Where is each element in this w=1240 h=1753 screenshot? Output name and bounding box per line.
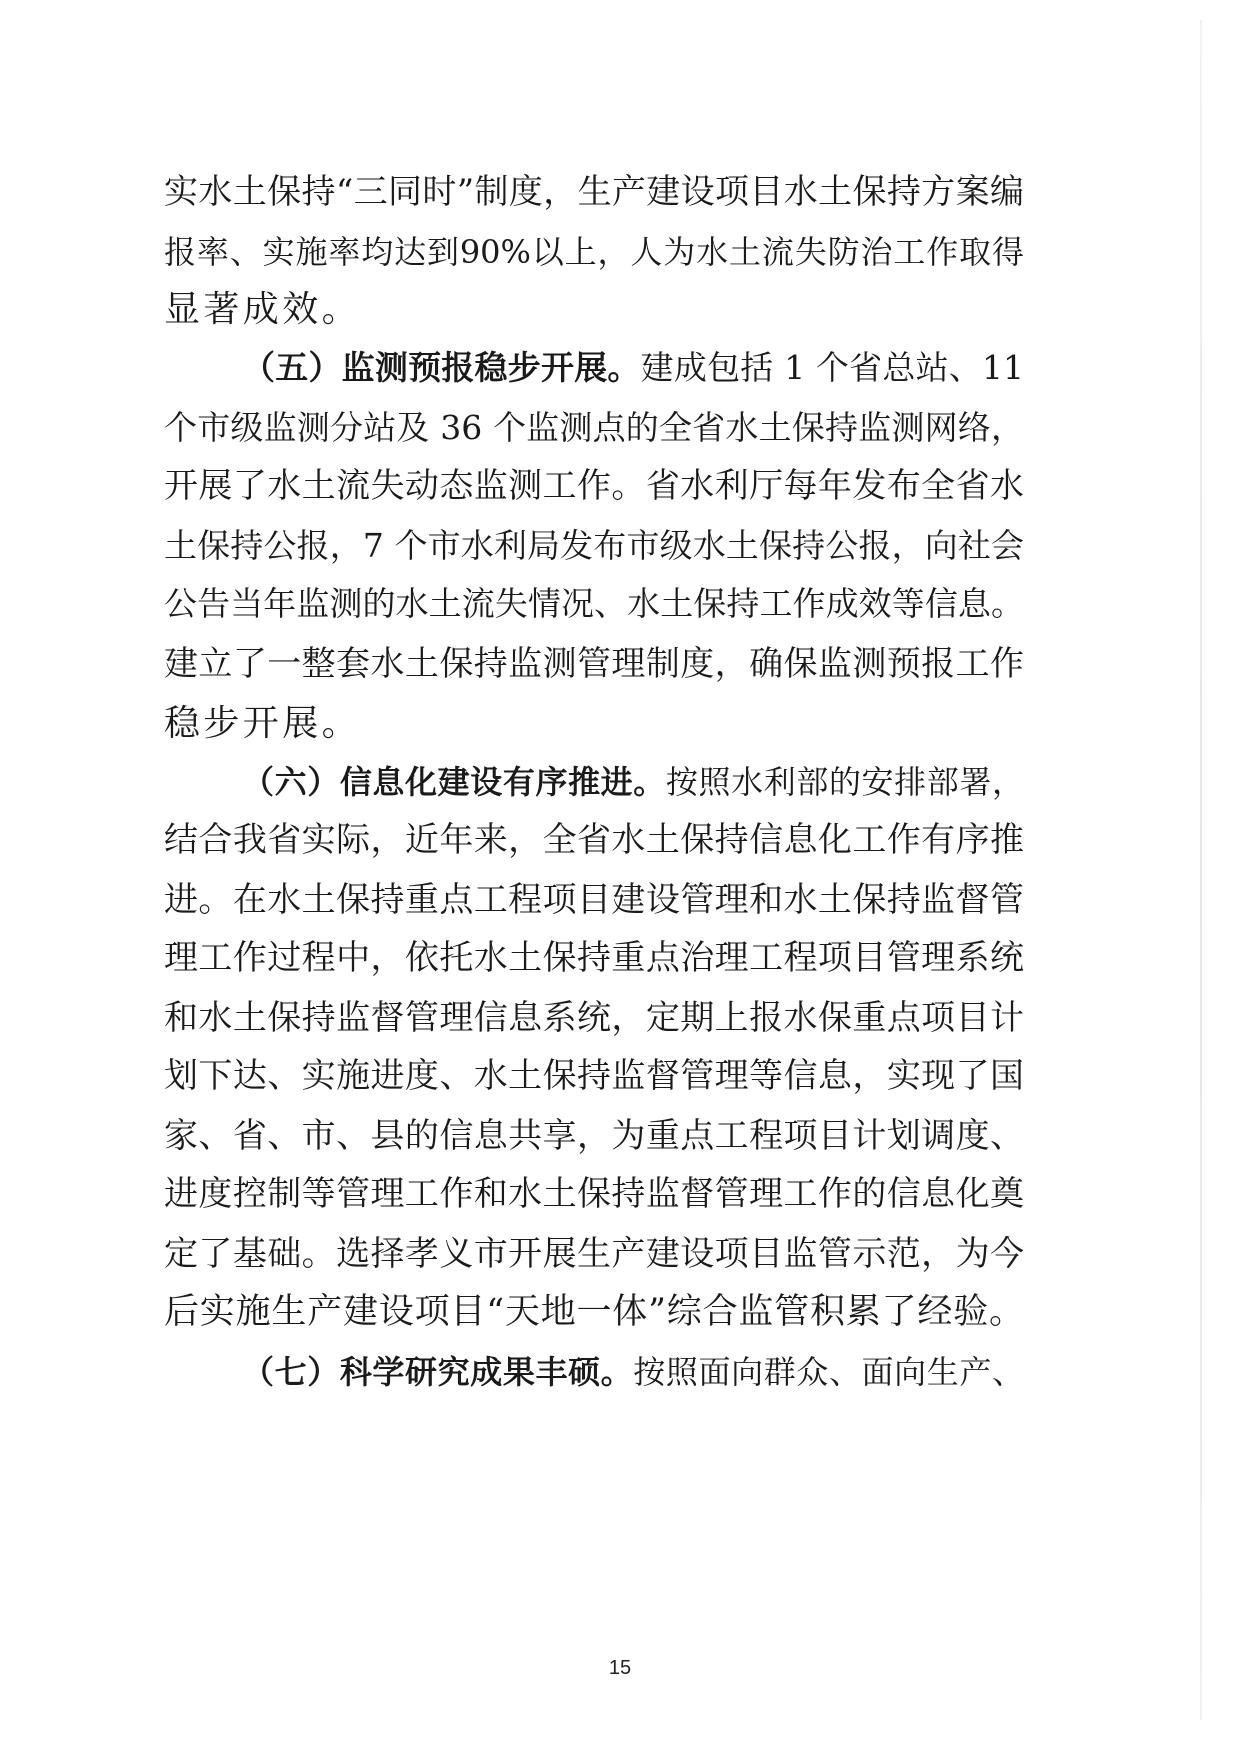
text-line: 开展了水土流失动态监测工作。省水利厅每年发布全省水 xyxy=(164,466,1024,506)
section-heading-line: （七）科学研究成果丰硕。按照面向群众、面向生产、 xyxy=(242,1353,1024,1391)
text-line: 划下达、实施进度、水土保持监督管理等信息，实现了国 xyxy=(164,1056,1024,1096)
section-heading-line: （六）信息化建设有序推进。按照水利部的安排部署， xyxy=(242,763,1024,801)
text-line: 进。在水土保持重点工程项目建设管理和水土保持监督管 xyxy=(164,880,1024,920)
text-line: 公告当年监测的水土流失情况、水土保持工作成效等信息。 xyxy=(164,584,1024,623)
text-line: 实水土保持“三同时”制度，生产建设项目水土保持方案编 xyxy=(164,172,1024,212)
section-heading: （六）信息化建设有序推进。 xyxy=(242,763,666,801)
text-line: 后实施生产建设项目“天地一体”综合监管积累了经验。 xyxy=(164,1292,1024,1332)
text-line: 理工作过程中，依托水土保持重点治理工程项目管理系统 xyxy=(164,938,1024,978)
text-line: 结合我省实际，近年来，全省水土保持信息化工作有序推 xyxy=(164,820,1024,860)
text-line: 报率、实施率均达到90%以上，人为水土流失防治工作取得 xyxy=(164,233,1024,271)
section-heading-line: （五）监测预报稳步开展。建成包括 1 个省总站、11 xyxy=(242,348,1024,387)
text-line: 定了基础。选择孝义市开展生产建设项目监管示范，为今 xyxy=(164,1234,1024,1274)
text-line: 显著成效。 xyxy=(164,289,362,330)
text-line: 稳步开展。 xyxy=(164,703,362,744)
page-number: 15 xyxy=(608,1657,632,1679)
text-line: 进度控制等管理工作和水土保持监督管理工作的信息化奠 xyxy=(164,1174,1024,1214)
text-line: 个市级监测分站及 36 个监测点的全省水土保持监测网络， xyxy=(164,408,1024,447)
scan-edge-shadow xyxy=(1200,20,1202,1720)
text-line: 土保持公报，7 个市水利局发布市级水土保持公报，向社会 xyxy=(164,526,1024,565)
text-line: 家、省、市、县的信息共享，为重点工程项目计划调度、 xyxy=(164,1116,1024,1156)
section-heading: （五）监测预报稳步开展。 xyxy=(242,348,641,387)
section-heading: （七）科学研究成果丰硕。 xyxy=(242,1353,634,1391)
text-line: 和水土保持监督管理信息系统，定期上报水保重点项目计 xyxy=(164,998,1024,1038)
text-line: 建立了一整套水土保持监测管理制度，确保监测预报工作 xyxy=(164,644,1024,684)
